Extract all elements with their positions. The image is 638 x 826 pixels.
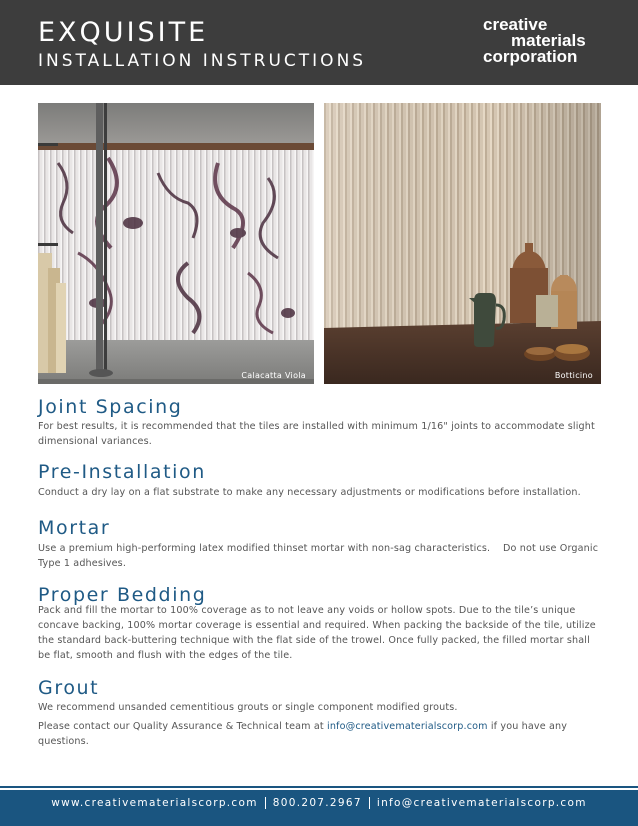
contact-text-after: if you have any questions. [38,721,568,747]
heading-pre-installation: Pre-Installation [38,461,206,483]
header-bar [0,0,638,85]
botticino-image [324,103,601,384]
text-proper-bedding: Pack and fill the mortar to 100% coverage as to not leave any voids or hollow spots. Due to the tile’s unique concave backing, 100% mortar coverage is essential and required. When packing the backside of the tile, utilize the standard back-buttering technique with the flat side of the trowel. Once fully packed, the filled mortar shall be flat, smooth and flush with the edges of the tile. [38,605,596,661]
footer-bar [0,790,638,826]
caption-botticino: Botticino [554,371,593,380]
logo-line-3: corporation [483,47,578,66]
logo-line-1: creative [483,15,548,34]
footer-website-link[interactable]: www.creativematerialscorp.com [51,797,258,809]
footer-divider [0,786,638,788]
contact-text-before: Please contact our Quality Assurance & Technical team at [38,721,327,732]
heading-mortar: Mortar [38,517,111,539]
contact-email-link[interactable]: info@creativematerialscorp.com [327,721,488,732]
photo-calacatta-viola [38,103,314,384]
footer-separator [265,797,266,809]
heading-grout: Grout [38,677,100,699]
calacatta-viola-image [38,103,314,384]
document-subtitle: INSTALLATION INSTRUCTIONS [38,51,367,71]
document-title: EXQUISITE [38,17,209,48]
text-joint-spacing: For best results, it is recommended that the tiles are installed with minimum 1/16" joints to accommodate slight dimensional variances. [38,421,595,447]
footer-email-link[interactable]: info@creativematerialscorp.com [376,797,587,809]
text-pre-installation: Conduct a dry lay on a flat substrate to make any necessary adjustments or modifications before installation. [38,487,581,498]
heading-joint-spacing: Joint Spacing [38,396,183,418]
footer-separator [369,797,370,809]
text-mortar: Use a premium high-performing latex modified thinset mortar with non-sag characteristics. Do not use Organic Type 1 adhesives. [38,543,602,569]
text-grout: We recommend unsanded cementitious grouts or single component modified grouts. [38,702,458,713]
heading-proper-bedding: Proper Bedding [38,584,207,606]
logo-line-2: materials [511,31,586,50]
footer-phone[interactable]: 800.207.2967 [272,797,362,809]
caption-calacatta-viola: Calacatta Viola [241,371,306,380]
contact-paragraph [38,719,603,749]
company-logo [483,17,613,65]
photo-botticino [324,103,601,384]
